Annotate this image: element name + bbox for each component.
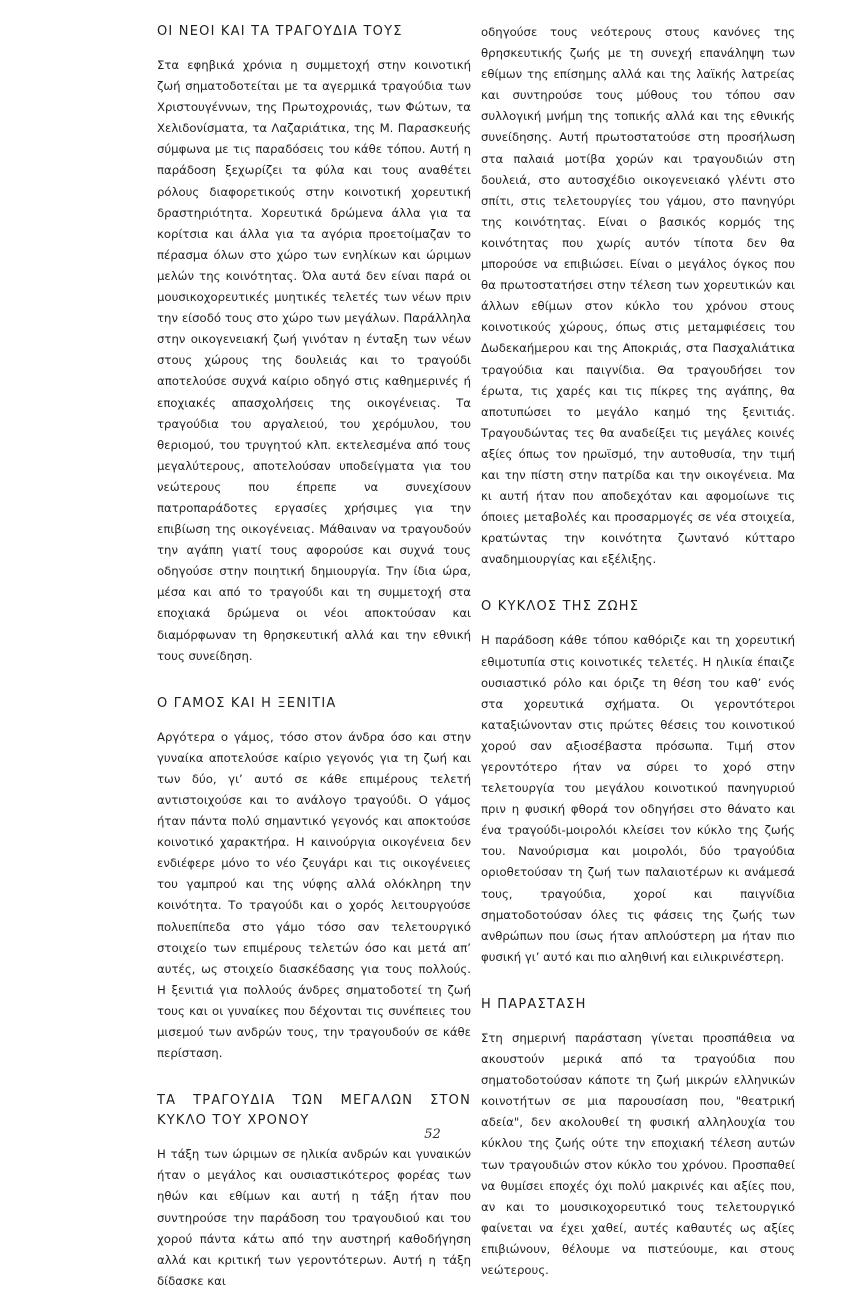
paragraph-adults-part2: οδηγούσε τους νεότερους στους κανόνες της θρησκευτικής ζωής με τη συνεχή επανάληψη των εθίμων της επίσημης αλλά και της λαϊκής λατρείας και συντηρούσε τους μύθους του τόπου σαν συλλογική μνήμη της τοπικής αλλά και της εθνικής συνείδησης. Αυτή πρωτοστατούσε στη προσήλωση στα παλαιά μοτίβα χορών και τραγουδιών στη δουλειά, στο αυτοσχέδιο οικογενειακό γλέντι στο σπίτι, στις τελετουργίες του γάμου, στο πανηγύρι της κοινότητας. Είναι ο βασικός κορμός της κοινότητας που χωρίς αυτόν τίποτα δεν θα μπορούσε να επιβιώσει. Είναι ο μεγάλος όγκος που θα πρωτοστατήσει στην τέλεση των χορευτικών και άλλων εθίμων στον κύκλο του χρόνου στους κοινοτικούς χώρους, όπως στις μεταμφιέσεις του Δωδεκαήμερου και της Αποκριάς, στα Πασχαλιάτικα τραγούδια και παιγνίδια. Θα τραγουδήσει τον έρωτα, τις χαρές και τις πίκρες της αγάπης, θα αποτυπώσει το μεγάλο καημό της ξενιτιάς. Τραγουδώντας τες θα αναδείξει τις μεγάλες κοινές αξίες όπως τον ηρωϊσμό, την αυτοθυσία, την τιμή και την πίστη στην πατρίδα και την οικογένεια. Μα κι αυτή ήταν που αποδεχόταν και αφομοίωνε τις όποιες μεταβολές και προσαρμογές σε νέα στοιχεία, κρατώντας την κοινότητα ζωντανό κύτταρο αναδημιουργίας και εξέλιξης. [481,25,795,567]
section-heading-youth: ΟΙ ΝΕΟΙ ΚΑΙ ΤΑ ΤΡΑΓΟΥΔΙΑ ΤΟΥΣ [157,24,403,39]
left-column [157,22,471,1292]
paragraph-wedding: Αργότερα ο γάμος, τόσο στον άνδρα όσο και στην γυναίκα αποτελούσε καίριο γεγονός για τη ζωή και των δύο, γι’ αυτό σε κάθε επιμέρους τελετή αντιστοιχούσε και το ανάλογο τραγούδι. Ο γάμος ήταν πάντα πολύ σημαντικό γεγονός και αποκτούσε κοινοτικό χαρακτήρα. Η καινούργια οικογένεια δεν ενδιέφερε μόνο το νέο ζευγάρι και τις οικογένειες του γαμπρού και της νύφης αλλά ολόκληρη την κοινότητα. Το τραγούδι και ο χορός λειτουργούσε πολυεπίπεδα στο γάμο τόσο σαν τελετουργικό στοιχείο των επιμέρους τελετών όσο και μετά απ’ αυτές, ως στοιχείο διασκέδασης για τους πολλούς. Η ξενιτιά για πολλούς άνδρες σηματοδοτεί τη ζωή τους και οι γυναίκες που δέχονται τις συνέπειες του μισεμού των ανδρών τους, την τραγουδούν σε κάθε περίσταση. [157,729,471,1061]
page-number: 52 [424,1127,441,1142]
section-heading-performance: Η ΠΑΡΑΣΤΑΣΗ [481,996,587,1012]
section-heading-adults: ΤΑ ΤΡΑΓΟΥΔΙΑ ΤΩΝ ΜΕΓΑΛΩΝ ΣΤΟΝ ΚΥΚΛΟ ΤΟΥ ΧΡΟΝΟΥ [157,1093,471,1129]
paragraph-youth: Στα εφηβικά χρόνια η συμμετοχή στην κοινοτική ζωή σηματοδοτείται με τα αγερμικά τραγούδια των Χριστουγέννων, της Πρωτοχρονιάς, των Φώτων, τα Χελιδονίσματα, τα Λαζαριάτικα, της Μ. Παρασκευής σύμφωνα με τις παραδόσεις του κάθε τόπου. Αυτή η παράδοση ξεχωρίζει τα φύλα και τους αναθέτει ρόλους διαφορετικούς στην κοινοτική χορευτική δραστηριότητα. Χορευτικά δρώμενα άλλα για τα κορίτσια και άλλα για τα αγόρια προετοίμαζαν το πέρασμα όλων στο χώρο των ενηλίκων και ώριμων μελών της κοινότητας. Όλα αυτά δεν είναι παρά οι μουσικοχορευτικές μυητικές τελετές των νέων πριν την είσοδό τους στο χώρο των μεγάλων. Παράλληλα στην οικογενειακή ζωή γινόταν η ένταξη των νέων στους χώρους της δουλειάς και το τραγούδι αποτελούσε συχνά καίριο οδηγό στις καθημερινές ή εποχιακές απασχολήσεις της οικογένειας. Τα τραγούδια του αργαλειού, του χερόμυλου, του θεριομού, του τρυγητού κλπ. εκτελεσμένα από τους μεγαλύτερους, αποτελούσαν υποδείγματα για του νεώτερους που έπρεπε να συνεχίσουν πατροπαράδοτες εργασίες χρήσιμες για την επιβίωση της οικογένειας. Μάθαιναν να τραγουδούν την αγάπη γιατί τους αφορούσε και συχνά τους οδηγούσε στην ποιητική δημιουργία. Την ίδια ώρα, μέσα και από το τραγούδι και τη συμμετοχή στα εποχιακά δρώμενα οι νέοι αποκτούσαν και διαμόρφωναν τη θρησκευτική αλλά και την εθνική τους συνείδηση. [157,58,471,663]
paragraph-adults-part1: Η τάξη των ώριμων σε ηλικία ανδρών και γυναικών ήταν ο μεγάλος και ουσιαστικότερος φορέας των ηθών και εθίμων και αυτή η τάξη ήταν που συντηρούσε την παράδοση του τραγουδιού και του χορού πάντα κάτω από την αυστηρή καθοδήγηση αλλά και κριτική των γεροντότερων. Αυτή η τάξη δίδασκε και [157,1147,471,1288]
section-heading-wedding: Ο ΓΑΜΟΣ ΚΑΙ Η ΞΕΝΙΤΙΑ [157,695,337,711]
paragraph-life-cycle: Η παράδοση κάθε τόπου καθόριζε και τη χορευτική εθιμοτυπία στις κοινοτικές τελετές. Η ηλικία έπαιζε ουσιαστικό ρόλο και όριζε τη θέση του καθ’ ενός στα χορευτικά σχήματα. Οι γεροντότεροι καταξιώνονταν στις πρώτες θέσεις του κοινοτικού χορού σαν αξιοσέβαστα πρόσωπα. Τιμή στον γεροντότερο ήταν να σύρει το χορό στην τελετουργία του μεγάλου κοινοτικού πανηγυριού πριν η φυσική φθορά τον οδηγήσει στο θάνατο και ένα τραγούδι-μοιρολόι κλείσει τον κύκλο της ζωής του. Νανούρισμα και μοιρολόι, δύο τραγούδια οριοθετούσαν τη ζωή των παλαιοτέρων κι ανάμεσά τους, τραγούδια, χοροί και παιγνίδια σηματοδοτούσαν όλες τις φάσεις της ζωής των ανθρώπων που ίσως ήταν απλούστερη μα ήταν πιο φυσική γι’ αυτό και πιο αληθινή και ειλικρινέστερη. [481,633,795,964]
right-column [481,22,795,1281]
section-heading-life-cycle: Ο ΚΥΚΛΟΣ ΤΗΣ ΖΩΗΣ [481,599,640,615]
paragraph-performance: Στη σημερινή παράσταση γίνεται προσπάθεια να ακουστούν μερικά από τα τραγούδια που σηματοδοτούσαν κάποτε τη ζωή μικρών ελληνικών κοινοτήτων σε μια παρουσίαση που, "θεατρική αδεία", δεν ακολουθεί τη φυσική αλληλουχία του κύκλου της ζωής ούτε την εποχιακή τέλεση αυτών των τραγουδιών στον κύκλο του χρόνου. Προσπαθεί να θυμίσει εποχές όχι πολύ μακρινές και αξίες που, αν και το μουσικοχορευτικό τους τελετουργικό φαίνεται να έχει χαθεί, αυτές καθαυτές ως αξίες επιβιώνουν, θέλουμε να πιστεύουμε, και στους νεώτερους. [481,1030,795,1277]
